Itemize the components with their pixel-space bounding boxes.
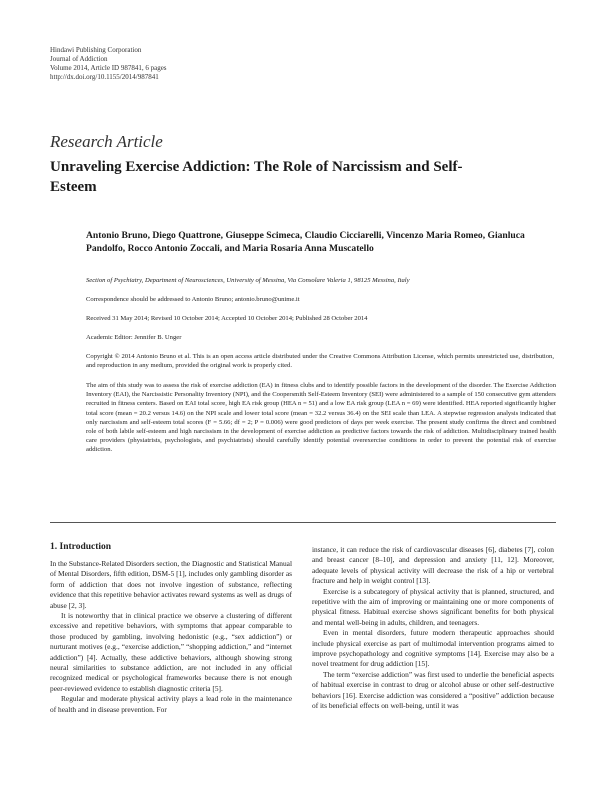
- journal-header: [50, 46, 167, 82]
- section-heading: 1. Introduction: [50, 542, 112, 552]
- paper-title: Unraveling Exercise Addiction: The Role of Narcissism and Self-Esteem: [50, 159, 463, 195]
- copyright-notice: Copyright © 2014 Antonio Bruno et al. This is an open access article distributed under the Creative Commons Attribution License, which permits unrestricted use, distribution, and reproduction in any medium, provided the original work is properly cited.: [86, 353, 554, 369]
- journal-name: Journal of Addiction: [50, 55, 108, 63]
- paragraph: Even in mental disorders, future modern therapeutic approaches should include physical exercise as part of multimodal intervention programs aimed to improve psychopathology and cognitive symptoms [14]. Exercise may also be a novel treatment for drug addiction [15].: [312, 628, 554, 669]
- article-type: Research Article: [50, 132, 163, 151]
- correspondence: Correspondence should be addressed to Antonio Bruno; antonio.bruno@unime.it: [86, 296, 300, 303]
- paragraph: The term “exercise addiction” was first used to underlie the beneficial aspects of habitual exercise in contrast to drug or alcohol abuse or other self-destructive behaviors [16]. Exercise addiction was considered a “positive” addiction because of its beneficial effects on well-being, until it was: [312, 669, 554, 711]
- paragraph: It is noteworthy that in clinical practice we observe a clustering of different excessive and repetitive behaviors, with symptoms that appear comparable to those produced by gambling, involving hedonistic (e.g., “sex addiction”) or nurturant motives (e.g., “exercise addiction,” “shopping addiction,” and “internet addiction”) [4]. Actually, these addictive behaviors, although showing strong neural similarities to substance addiction, are not included in any official recognized medical or psychological frameworks because there is not enough peer-reviewed evidence to establish diagnostic criteria [5].: [50, 611, 292, 693]
- publication-dates: Received 31 May 2014; Revised 10 October 2014; Accepted 10 October 2014; Published 28 October 2014: [86, 315, 368, 322]
- paragraph: instance, it can reduce the risk of cardiovascular diseases [6], diabetes [7], colon and breast cancer [8–10], and depression and anxiety [11, 12]. Moreover, adequate levels of physical activity will decrease the risk of a hip or vertebral fracture and help in weight control [13].: [312, 545, 554, 586]
- paragraph: Exercise is a subcategory of physical activity that is planned, structured, and repetitive with the aim of improving or maintaining one or more components of physical fitness. Habitual exercise shows significant benefits for both physical and mental well-being in adults, children, and teenagers.: [312, 586, 554, 627]
- volume-line: Volume 2014, Article ID 987841, 6 pages: [50, 64, 167, 72]
- publisher-line: Hindawi Publishing Corporation: [50, 46, 142, 54]
- abstract: The aim of this study was to assess the risk of exercise addiction (EA) in fitness clubs and to identify possible factors in the development of the disorder. The Exercise Addiction Inventory (EAI), the Narcissistic Personality Inventory (NPI), and the Coopersmith Self-Esteem Inventory (SEI) were administered to a sample of 150 consecutive gym attenders recruited in fitness centers. Based on EAI total score, high EA risk group (HEA n = 51) and a low EA risk group (LEA n = 69) were identified. HEA reported significantly higher total score (mean = 20.2 versus 14.6) on the NPI scale and lower total score (mean = 32.2 versus 36.4) on the SEI scale than LEA. A stepwise regression analysis indicated that only narcissism and self-esteem total scores (F = 5.66; df = 2; P = 0.006) were good predictors of days per week exercise. The present study confirms the direct and combined role of both labile self-esteem and high narcissism in the development of exercise addiction as predictive factors towards the risk of addiction. Multidisciplinary trained health care providers (physiatrists, psychologists, and psychiatrists) should carefully identify potential overexercise conditions in order to prevent the potential risk of exercise addiction.: [86, 382, 556, 454]
- left-column: [50, 541, 292, 715]
- section-divider: [50, 522, 556, 523]
- paragraph: Regular and moderate physical activity plays a lead role in the maintenance of health and in disease prevention. For: [50, 694, 292, 714]
- author-list: Antonio Bruno, Diego Quattrone, Giuseppe Scimeca, Claudio Cicciarelli, Vincenzo Maria Romeo, Gianluca Pandolfo, Rocco Antonio Zoccali, and Maria Rosaria Anna Muscatello: [86, 230, 525, 254]
- paragraph: In the Substance-Related Disorders section, the Diagnostic and Statistical Manual of Mental Disorders, fifth edition, DSM-5 [1], includes only gambling disorder as form of addiction that does not involve ingestion of substance, reflecting evidence that this repetitive behavior activates reward systems as well as drugs of abuse [2, 3].: [50, 559, 292, 610]
- doi-link[interactable]: http://dx.doi.org/10.1155/2014/987841: [50, 73, 159, 81]
- affiliation: Section of Psychiatry, Department of Neurosciences, University of Messina, Via Consolare Valeria 1, 98125 Messina, Italy: [86, 277, 410, 284]
- academic-editor: Academic Editor: Jennifer B. Unger: [86, 334, 182, 341]
- right-column: [312, 545, 554, 712]
